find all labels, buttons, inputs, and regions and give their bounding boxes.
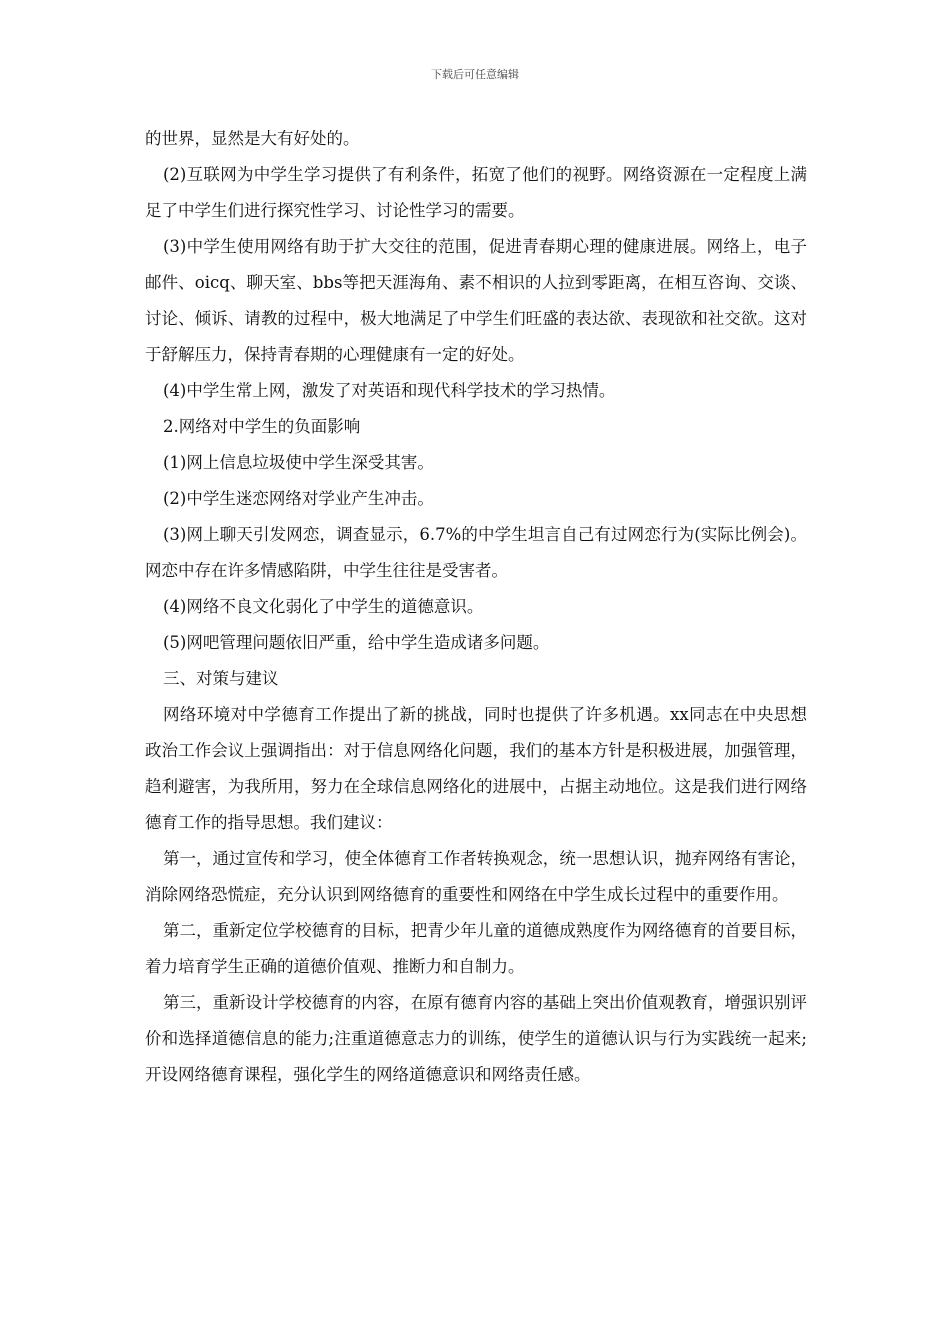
paragraph: (3)网上聊天引发网恋，调查显示，6.7%的中学生坦言自己有过网恋行为(实际比例会)。网恋中存在许多情感陷阱，中学生往往是受害者。 <box>145 525 807 580</box>
paragraph: (5)网吧管理问题依旧严重，给中学生造成诸多问题。 <box>163 633 550 652</box>
paragraph: 网络环境对中学德育工作提出了新的挑战，同时也提供了许多机遇。xx同志在中央思想政治工作会议上强调指出：对于信息网络化问题，我们的基本方针是积极进展，加强管理，趋利避害，为我所用，努力在全球信息网络化的进展中，占据主动地位。这是我们进行网络德育工作的指导思想。我们建议： <box>145 705 807 832</box>
paragraph: (1)网上信息垃圾使中学生深受其害。 <box>163 453 434 472</box>
document-body <box>145 121 807 1093</box>
page-header: 下载后可任意编辑 <box>431 68 519 81</box>
paragraph: (2)中学生迷恋网络对学业产生冲击。 <box>163 489 434 508</box>
paragraph: 的世界，显然是大有好处的。 <box>145 129 360 148</box>
paragraph: (2)互联网为中学生学习提供了有利条件，拓宽了他们的视野。网络资源在一定程度上满足了中学生们进行探究性学习、讨论性学习的需要。 <box>145 165 807 220</box>
paragraph: (4)中学生常上网，激发了对英语和现代科学技术的学习热情。 <box>163 381 616 400</box>
paragraph: 第一，通过宣传和学习，使全体德育工作者转换观念，统一思想认识，抛弃网络有害论，消除网络恐慌症，充分认识到网络德育的重要性和网络在中学生成长过程中的重要作用。 <box>145 849 807 904</box>
section-subheading: 2.网络对中学生的负面影响 <box>163 417 361 436</box>
section-heading: 三、对策与建议 <box>163 669 279 688</box>
paragraph: (3)中学生使用网络有助于扩大交往的范围，促进青春期心理的健康进展。网络上，电子邮件、oicq、聊天室、bbs等把天涯海角、素不相识的人拉到零距离，在相互咨询、交谈、讨论、倾诉、请教的过程中，极大地满足了中学生们旺盛的表达欲、表现欲和社交欲。这对于舒解压力，保持青春期的心理健康有一定的好处。 <box>145 237 807 364</box>
paragraph: 第二，重新定位学校德育的目标，把青少年儿童的道德成熟度作为网络德育的首要目标，着力培育学生正确的道德价值观、推断力和自制力。 <box>145 921 807 976</box>
paragraph: (4)网络不良文化弱化了中学生的道德意识。 <box>163 597 484 616</box>
paragraph: 第三，重新设计学校德育的内容，在原有德育内容的基础上突出价值观教育，增强识别评价和选择道德信息的能力;注重道德意志力的训练，使学生的道德认识与行为实践统一起来;开设网络德育课程，强化学生的网络道德意识和网络责任感。 <box>145 993 807 1084</box>
